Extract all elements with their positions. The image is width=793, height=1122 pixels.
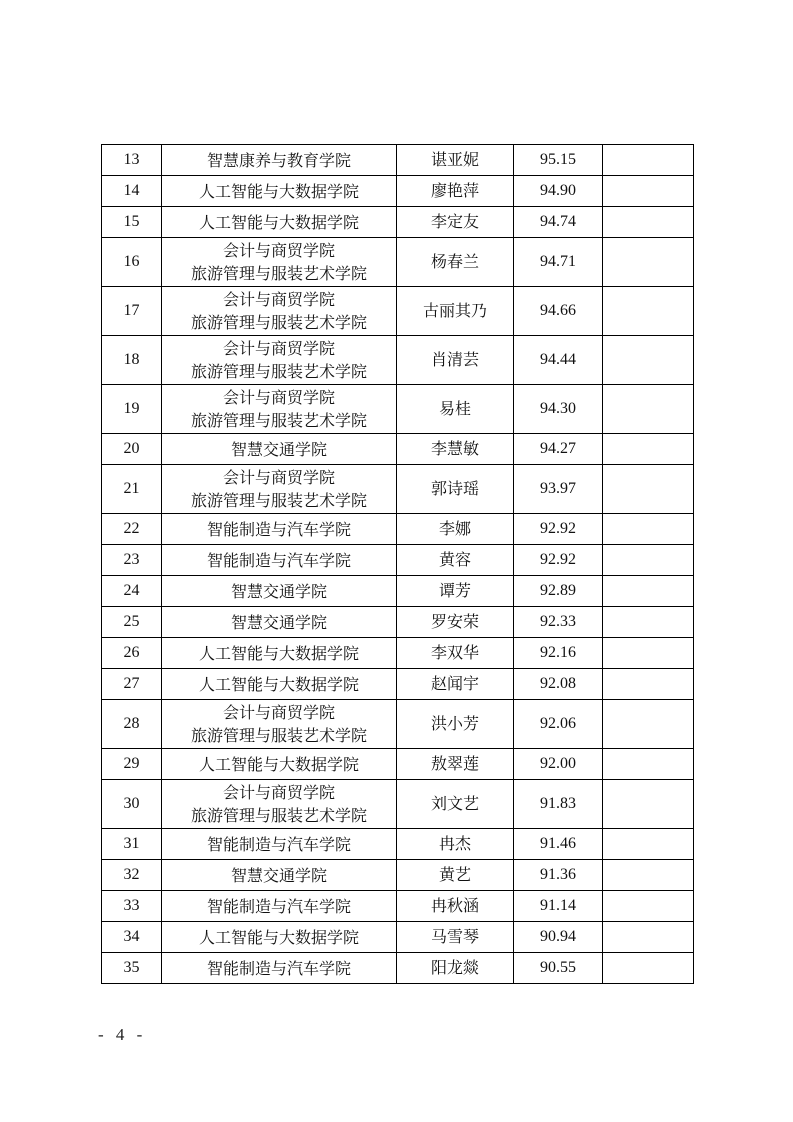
remark (603, 176, 694, 207)
student-name: 李慧敏 (397, 434, 514, 465)
row-number: 27 (102, 669, 162, 700)
remark (603, 385, 694, 434)
score: 92.92 (514, 545, 603, 576)
row-number: 17 (102, 287, 162, 336)
college-cell (162, 434, 397, 465)
row-number: 34 (102, 922, 162, 953)
student-name: 郭诗瑶 (397, 465, 514, 514)
score: 91.83 (514, 780, 603, 829)
college-name: 智能制造与汽车学院 (206, 896, 351, 916)
student-name: 杨春兰 (397, 238, 514, 287)
remark (603, 238, 694, 287)
college-cell (162, 700, 397, 749)
remark (603, 860, 694, 891)
college-name: 旅游管理与服装艺术学院 (190, 491, 367, 510)
student-name: 冉秋涵 (397, 891, 514, 922)
college-cell (162, 576, 397, 607)
college-cell (162, 176, 397, 207)
college-cell (162, 953, 397, 984)
remark (603, 145, 694, 176)
table-row (102, 607, 694, 638)
college-name: 会计与商贸学院 (222, 290, 335, 309)
table-row (102, 829, 694, 860)
remark (603, 434, 694, 465)
remark (603, 953, 694, 984)
student-name: 李双华 (397, 638, 514, 669)
college-cell (162, 336, 397, 385)
table-row (102, 700, 694, 749)
college-name: 会计与商贸学院 (222, 468, 335, 487)
table-row (102, 514, 694, 545)
table-row (102, 207, 694, 238)
score: 94.71 (514, 238, 603, 287)
student-name: 阳龙燚 (397, 953, 514, 984)
college-cell (162, 780, 397, 829)
row-number: 24 (102, 576, 162, 607)
college-cell (162, 922, 397, 953)
college-name: 人工智能与大数据学院 (198, 674, 359, 694)
score: 92.92 (514, 514, 603, 545)
college-name: 智能制造与汽车学院 (206, 834, 351, 854)
remark (603, 576, 694, 607)
college-name: 会计与商贸学院 (222, 783, 335, 802)
table-row (102, 891, 694, 922)
college-name: 智能制造与汽车学院 (206, 958, 351, 978)
college-cell (162, 238, 397, 287)
college-name: 人工智能与大数据学院 (198, 754, 359, 774)
row-number: 20 (102, 434, 162, 465)
college-name: 会计与商贸学院 (222, 703, 335, 722)
college-cell (162, 607, 397, 638)
ranking-table (101, 144, 694, 984)
score: 94.27 (514, 434, 603, 465)
student-name: 敖翠莲 (397, 749, 514, 780)
college-cell (162, 207, 397, 238)
college-name: 人工智能与大数据学院 (198, 927, 359, 947)
table-row (102, 145, 694, 176)
student-name: 古丽其乃 (397, 287, 514, 336)
college-name: 旅游管理与服装艺术学院 (190, 411, 367, 430)
table-row (102, 860, 694, 891)
row-number: 35 (102, 953, 162, 984)
remark (603, 287, 694, 336)
row-number: 15 (102, 207, 162, 238)
table-row (102, 576, 694, 607)
page-number: - 4 - (98, 1025, 147, 1044)
college-name: 旅游管理与服装艺术学院 (190, 806, 367, 825)
student-name: 刘文艺 (397, 780, 514, 829)
student-name: 冉杰 (397, 829, 514, 860)
row-number: 18 (102, 336, 162, 385)
score: 92.00 (514, 749, 603, 780)
remark (603, 922, 694, 953)
student-name: 李娜 (397, 514, 514, 545)
table-row (102, 922, 694, 953)
row-number: 22 (102, 514, 162, 545)
row-number: 19 (102, 385, 162, 434)
remark (603, 891, 694, 922)
score: 90.55 (514, 953, 603, 984)
table-row (102, 434, 694, 465)
college-name: 旅游管理与服装艺术学院 (190, 313, 367, 332)
college-cell (162, 638, 397, 669)
remark (603, 514, 694, 545)
college-name: 人工智能与大数据学院 (198, 181, 359, 201)
remark (603, 700, 694, 749)
college-cell (162, 145, 397, 176)
remark (603, 607, 694, 638)
score: 94.74 (514, 207, 603, 238)
college-name: 人工智能与大数据学院 (198, 212, 359, 232)
college-name: 旅游管理与服装艺术学院 (190, 264, 367, 283)
student-name: 黄艺 (397, 860, 514, 891)
college-name: 智慧康养与教育学院 (206, 150, 351, 170)
student-name: 马雪琴 (397, 922, 514, 953)
remark (603, 669, 694, 700)
college-cell (162, 749, 397, 780)
row-number: 21 (102, 465, 162, 514)
remark (603, 207, 694, 238)
score: 91.14 (514, 891, 603, 922)
row-number: 25 (102, 607, 162, 638)
score: 93.97 (514, 465, 603, 514)
remark (603, 545, 694, 576)
table-row (102, 465, 694, 514)
college-cell (162, 385, 397, 434)
score: 94.30 (514, 385, 603, 434)
table-row (102, 545, 694, 576)
college-name: 智慧交通学院 (230, 581, 327, 601)
score: 90.94 (514, 922, 603, 953)
college-cell (162, 669, 397, 700)
student-name: 肖清芸 (397, 336, 514, 385)
table-row (102, 176, 694, 207)
college-cell (162, 514, 397, 545)
row-number: 16 (102, 238, 162, 287)
remark (603, 465, 694, 514)
student-name: 李定友 (397, 207, 514, 238)
score: 95.15 (514, 145, 603, 176)
college-name: 智能制造与汽车学院 (206, 550, 351, 570)
college-name: 智慧交通学院 (230, 612, 327, 632)
table-row (102, 385, 694, 434)
row-number: 31 (102, 829, 162, 860)
score: 92.08 (514, 669, 603, 700)
college-cell (162, 545, 397, 576)
score: 92.33 (514, 607, 603, 638)
remark (603, 336, 694, 385)
college-name: 会计与商贸学院 (222, 388, 335, 407)
score: 94.44 (514, 336, 603, 385)
row-number: 28 (102, 700, 162, 749)
score: 91.46 (514, 829, 603, 860)
row-number: 29 (102, 749, 162, 780)
college-name: 智能制造与汽车学院 (206, 519, 351, 539)
college-name: 智慧交通学院 (230, 865, 327, 885)
row-number: 30 (102, 780, 162, 829)
row-number: 33 (102, 891, 162, 922)
table-row (102, 336, 694, 385)
student-name: 洪小芳 (397, 700, 514, 749)
student-name: 谭芳 (397, 576, 514, 607)
row-number: 23 (102, 545, 162, 576)
row-number: 32 (102, 860, 162, 891)
student-name: 罗安荣 (397, 607, 514, 638)
remark (603, 638, 694, 669)
table-row (102, 669, 694, 700)
college-cell (162, 829, 397, 860)
table-row (102, 953, 694, 984)
score: 94.66 (514, 287, 603, 336)
score: 92.89 (514, 576, 603, 607)
ranking-table-body (102, 145, 694, 984)
college-name: 会计与商贸学院 (222, 339, 335, 358)
score: 92.16 (514, 638, 603, 669)
college-cell (162, 465, 397, 514)
college-name: 旅游管理与服装艺术学院 (190, 726, 367, 745)
student-name: 黄容 (397, 545, 514, 576)
table-row (102, 780, 694, 829)
student-name: 廖艳萍 (397, 176, 514, 207)
remark (603, 829, 694, 860)
row-number: 26 (102, 638, 162, 669)
college-cell (162, 287, 397, 336)
score: 94.90 (514, 176, 603, 207)
table-row (102, 238, 694, 287)
college-name: 旅游管理与服装艺术学院 (190, 362, 367, 381)
score: 91.36 (514, 860, 603, 891)
row-number: 14 (102, 176, 162, 207)
table-row (102, 287, 694, 336)
college-name: 会计与商贸学院 (222, 241, 335, 260)
score: 92.06 (514, 700, 603, 749)
student-name: 谌亚妮 (397, 145, 514, 176)
college-cell (162, 860, 397, 891)
student-name: 易桂 (397, 385, 514, 434)
remark (603, 780, 694, 829)
table-row (102, 749, 694, 780)
row-number: 13 (102, 145, 162, 176)
college-name: 智慧交通学院 (230, 439, 327, 459)
remark (603, 749, 694, 780)
college-cell (162, 891, 397, 922)
college-name: 人工智能与大数据学院 (198, 643, 359, 663)
student-name: 赵闻宇 (397, 669, 514, 700)
table-row (102, 638, 694, 669)
